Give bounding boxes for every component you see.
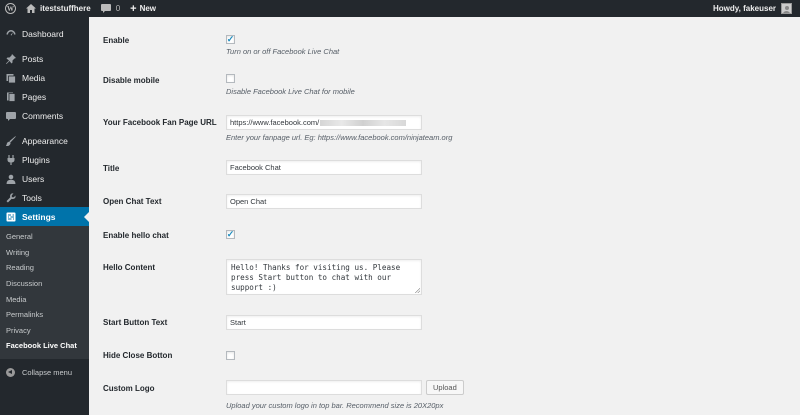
site-name: iteststuffhere — [40, 4, 91, 13]
upload-button[interactable]: Upload — [426, 380, 464, 395]
media-icon — [6, 73, 16, 83]
hello-content-line: press Start button to chat with our — [231, 273, 392, 282]
custom-logo-label: Custom Logo — [103, 384, 155, 393]
disable-mobile-checkbox[interactable] — [226, 74, 235, 83]
submenu-item-discussion[interactable]: Discussion — [6, 279, 43, 289]
account-menu[interactable] — [708, 0, 800, 17]
sidebar-item-plugins[interactable] — [0, 150, 89, 169]
resize-grip-icon[interactable] — [415, 288, 420, 293]
sidebar-item-label: Dashboard — [22, 28, 64, 39]
sidebar-item-label: Users — [22, 173, 45, 184]
page-icon — [6, 92, 16, 102]
enable-hello-chat-checkbox[interactable] — [226, 230, 235, 239]
sidebar-item-posts[interactable] — [0, 49, 89, 68]
title-label: Title — [103, 164, 120, 173]
sidebar-item-label: Settings — [22, 211, 56, 222]
hello-content-label: Hello Content — [103, 263, 155, 272]
checkmark-icon: ✓ — [226, 229, 235, 239]
sidebar-item-comments[interactable] — [0, 106, 89, 125]
sidebar-item-pages[interactable] — [0, 87, 89, 106]
wp-logo-menu[interactable] — [0, 0, 21, 17]
custom-logo-field — [226, 380, 457, 395]
open-chat-text-value: Open Chat — [230, 197, 267, 206]
users-icon — [6, 174, 16, 184]
fanpage-url-description: Enter your fanpage url. Eg: https://www.facebook.com/ninjateam.org — [226, 133, 453, 142]
pin-icon — [6, 54, 16, 64]
sidebar-item-label: Comments — [22, 110, 64, 121]
open-chat-text-input[interactable] — [226, 194, 422, 209]
title-value: Facebook Chat — [230, 163, 281, 172]
new-label: New — [139, 4, 157, 13]
sidebar-item-label: Media — [22, 72, 46, 83]
comments-count: 0 — [115, 4, 121, 13]
comment-icon — [6, 111, 16, 121]
submenu-item-facebook-live-chat[interactable]: Facebook Live Chat — [6, 341, 77, 351]
redacted-text — [320, 120, 406, 126]
settings-form — [89, 17, 800, 415]
enable-hello-chat-label: Enable hello chat — [103, 231, 169, 240]
wordpress-logo-icon: W — [7, 4, 14, 13]
enable-checkbox[interactable] — [226, 35, 235, 44]
new-content-menu[interactable] — [125, 0, 161, 17]
sidebar-item-label: Posts — [22, 53, 44, 64]
plugin-icon — [6, 155, 16, 165]
hide-close-button-checkbox[interactable] — [226, 351, 235, 360]
hide-close-button-label: Hide Close Botton — [103, 351, 173, 360]
sidebar-item-label: Tools — [22, 192, 42, 203]
enable-description: Turn on or off Facebook Live Chat — [226, 47, 340, 56]
custom-logo-input[interactable] — [226, 380, 422, 395]
sidebar-item-appearance[interactable] — [0, 131, 89, 150]
hello-content-textarea[interactable] — [226, 259, 422, 295]
start-button-text-input[interactable] — [226, 315, 422, 330]
settings-icon — [6, 212, 16, 222]
sidebar-item-tools[interactable] — [0, 188, 89, 207]
admin-sidebar — [0, 17, 89, 415]
hello-content-line: Hello! Thanks for visiting us. Please — [231, 263, 401, 272]
title-input[interactable] — [226, 160, 422, 175]
sidebar-item-media[interactable] — [0, 68, 89, 87]
submenu-item-privacy[interactable]: Privacy — [6, 325, 31, 335]
disable-mobile-label: Disable mobile — [103, 76, 160, 85]
dashboard-icon — [6, 29, 16, 39]
submenu-item-general[interactable]: General — [6, 232, 33, 242]
admin-bar — [0, 0, 800, 17]
brush-icon — [6, 136, 16, 146]
sidebar-item-settings[interactable] — [0, 207, 89, 226]
wrench-icon — [6, 193, 16, 203]
submenu-item-permalinks[interactable]: Permalinks — [6, 310, 44, 320]
sidebar-item-dashboard[interactable] — [0, 24, 89, 43]
howdy-text: Howdy, fakeuser — [713, 4, 776, 13]
submenu-item-media[interactable]: Media — [6, 294, 27, 304]
site-name-menu[interactable] — [21, 0, 96, 17]
comment-bubble-icon — [101, 4, 111, 13]
avatar — [781, 3, 792, 14]
open-chat-text-label: Open Chat Text — [103, 197, 162, 206]
collapse-menu-button[interactable] — [0, 363, 89, 382]
sidebar-item-users[interactable] — [0, 169, 89, 188]
comments-menu[interactable] — [96, 0, 125, 17]
sidebar-item-label: Plugins — [22, 154, 50, 165]
submenu-item-reading[interactable]: Reading — [6, 263, 34, 273]
start-button-text-label: Start Button Text — [103, 318, 168, 327]
settings-submenu — [0, 226, 89, 359]
custom-logo-description: Upload your custom logo in top bar. Recommend size is 20X20px — [226, 401, 444, 410]
submenu-item-writing[interactable]: Writing — [6, 247, 30, 257]
sidebar-item-label: Pages — [22, 91, 47, 102]
sidebar-item-label: Appearance — [22, 135, 68, 146]
disable-mobile-description: Disable Facebook Live Chat for mobile — [226, 87, 355, 96]
hello-content-line: support :) — [231, 283, 277, 292]
plus-icon: + — [130, 2, 137, 15]
start-button-text-value: Start — [230, 318, 246, 327]
collapse-menu-label: Collapse menu — [22, 367, 73, 377]
fanpage-url-input[interactable] — [226, 115, 422, 130]
fanpage-url-label: Your Facebook Fan Page URL — [103, 118, 217, 127]
home-icon — [26, 4, 36, 13]
collapse-arrow-icon — [6, 368, 15, 377]
enable-label: Enable — [103, 36, 130, 45]
fanpage-url-value: https://www.facebook.com/ — [230, 118, 320, 127]
checkmark-icon: ✓ — [226, 34, 235, 44]
